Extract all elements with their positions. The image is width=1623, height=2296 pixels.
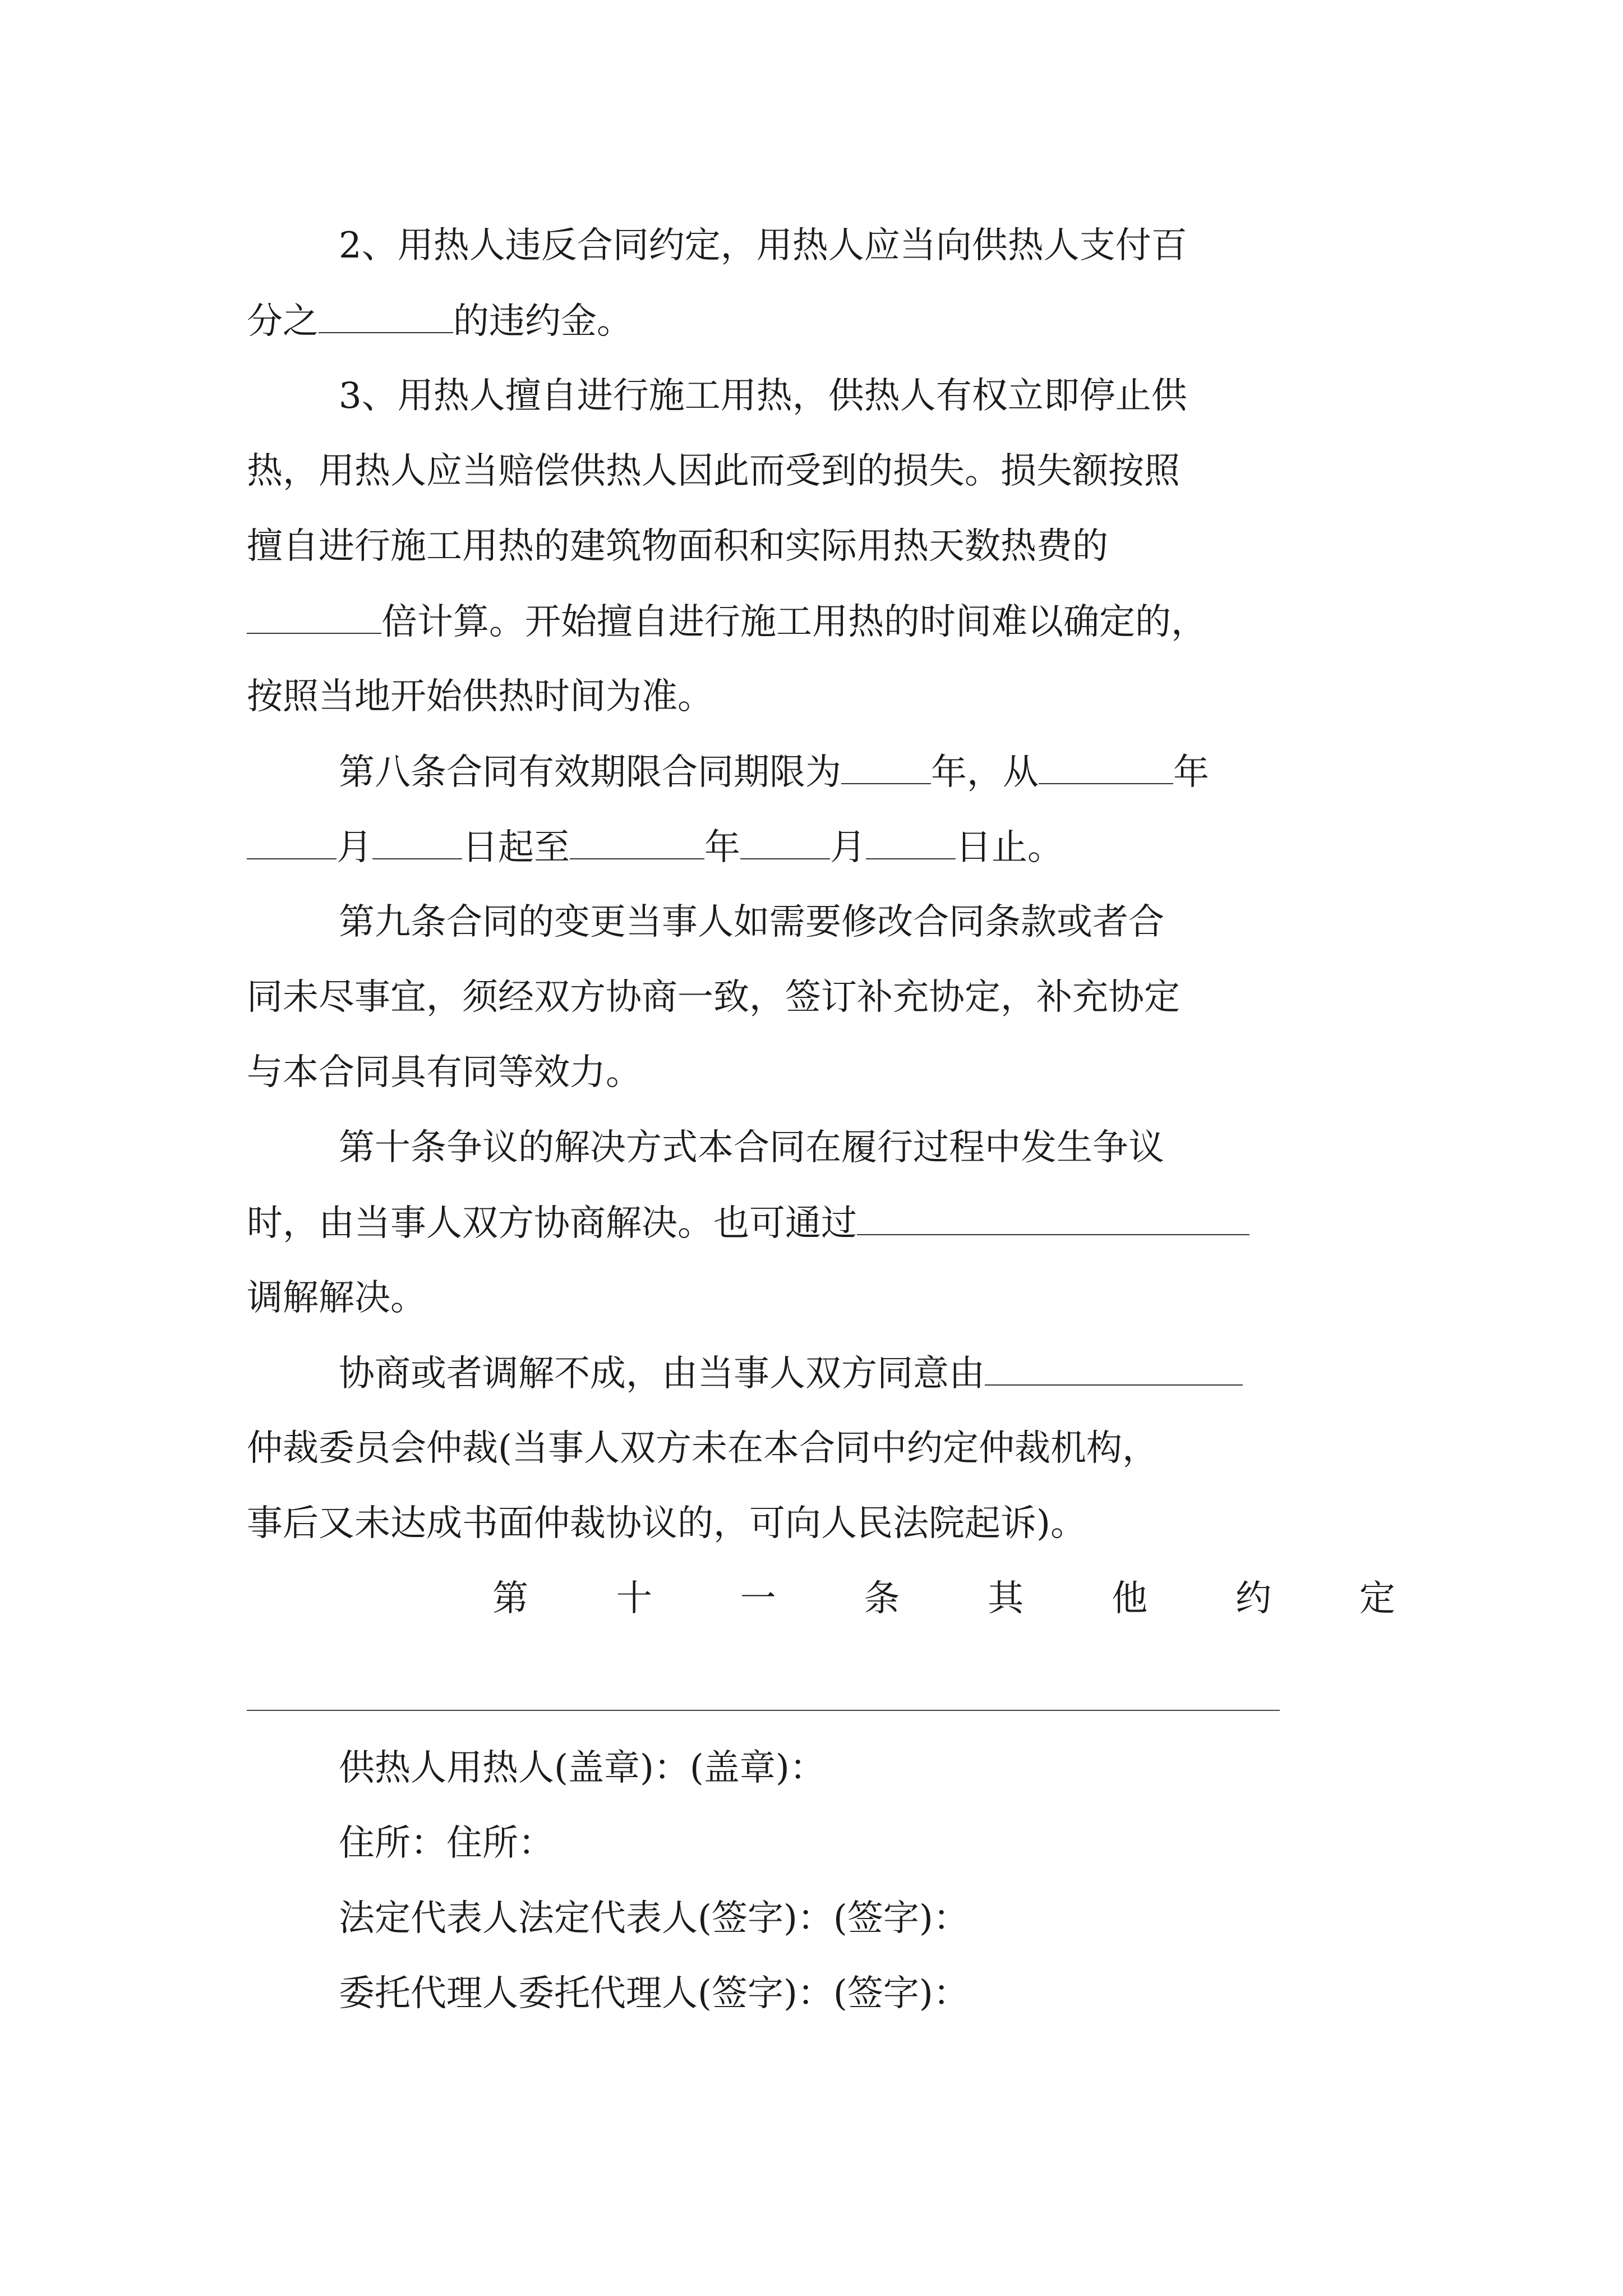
- clause7-item3-line3: [247, 524, 1108, 569]
- text: 住所：住所：: [339, 1823, 554, 1864]
- text: 供热人用热人(盖章)：(盖章)：: [339, 1747, 826, 1789]
- clause7-item3-line2: [247, 449, 1180, 494]
- fill-blank[interactable]: [1039, 749, 1173, 784]
- fill-blank[interactable]: [570, 825, 704, 859]
- text: 协商或者调解不成，由当事人双方同意由: [339, 1353, 985, 1395]
- signature-line-address: [339, 1821, 554, 1866]
- clause11-char: 他: [1112, 1578, 1148, 1619]
- clause11-char: 约: [1235, 1578, 1272, 1619]
- clause9-line2: [247, 975, 1180, 1020]
- text: 调解解决。: [247, 1277, 426, 1319]
- text: 倍计算。开始擅自进行施工用热的时间难以确定的，: [381, 601, 1207, 643]
- text: 的违约金。: [453, 301, 633, 342]
- clause11-char: 十: [616, 1578, 652, 1619]
- clause11-fill-line[interactable]: [247, 1710, 1280, 1711]
- text: 2、用热人违反合同约定，用热人应当向供热人支付百: [339, 225, 1187, 266]
- text: 法定代表人法定代表人(签字)：(签字)：: [339, 1898, 969, 1939]
- signature-line-seal: [339, 1746, 826, 1791]
- text: 同未尽事宜，须经双方协商一致，签订补充协定，补充协定: [247, 977, 1180, 1018]
- text: 第八条合同有效期限合同期限为: [339, 752, 841, 793]
- fill-blank[interactable]: [319, 298, 453, 333]
- fill-blank[interactable]: [985, 1351, 1243, 1386]
- text: 日起至: [462, 827, 570, 868]
- clause11-char: 第: [492, 1578, 528, 1619]
- clause11-char: 一: [740, 1578, 776, 1619]
- clause10-line4: [339, 1351, 1243, 1396]
- text: 3、用热人擅自进行施工用热，供热人有权立即停止供: [339, 375, 1187, 417]
- clause8-line2: [247, 825, 1063, 869]
- fill-blank[interactable]: [866, 825, 956, 859]
- text: 第十条争议的解决方式本合同在履行过程中发生争议: [339, 1127, 1164, 1168]
- fill-blank[interactable]: [740, 825, 830, 859]
- text: 第九条合同的变更当事人如需要修改合同条款或者合: [339, 901, 1164, 943]
- text: 年，从: [931, 752, 1039, 793]
- clause7-item3-line4: [247, 599, 1207, 644]
- text: 热，用热人应当赔偿供热人因此而受到的损失。损失额按照: [247, 450, 1180, 492]
- clause11-char: 定: [1359, 1578, 1395, 1619]
- text: 时，由当事人双方协商解决。也可通过: [247, 1203, 857, 1244]
- text: 分之: [247, 301, 319, 342]
- text: 年: [704, 827, 740, 868]
- clause9-line1: [339, 900, 1164, 945]
- clause7-item2-line1: [339, 223, 1187, 268]
- clause9-line3: [247, 1050, 642, 1095]
- signature-line-legal-rep: [339, 1896, 969, 1941]
- signature-line-agent: [339, 1971, 969, 2016]
- text: 擅自进行施工用热的建筑物面积和实际用热天数热费的: [247, 526, 1108, 567]
- clause10-line1: [339, 1125, 1164, 1170]
- clause8-line1: [339, 749, 1209, 794]
- clause10-line6: [247, 1501, 1086, 1546]
- text: 按照当地开始供热时间为准。: [247, 676, 713, 717]
- text: 月: [830, 827, 866, 868]
- clause11-heading: [492, 1576, 1395, 1621]
- text: 仲裁委员会仲裁(当事人双方未在本合同中约定仲裁机构，: [247, 1428, 1158, 1469]
- clause10-line5: [247, 1426, 1158, 1471]
- text: 事后又未达成书面仲裁协议的，可向人民法院起诉)。: [247, 1503, 1086, 1544]
- fill-blank[interactable]: [247, 599, 381, 634]
- clause7-item3-line1: [339, 374, 1187, 418]
- clause11-char: 其: [988, 1578, 1024, 1619]
- text: 委托代理人委托代理人(签字)：(签字)：: [339, 1973, 969, 2014]
- clause7-item2-line2: [247, 298, 633, 343]
- text: 日止。: [956, 827, 1063, 868]
- fill-blank[interactable]: [857, 1200, 1249, 1235]
- text: 与本合同具有同等效力。: [247, 1052, 642, 1093]
- clause10-line2: [247, 1200, 1249, 1245]
- text: 年: [1173, 752, 1209, 793]
- text: 月: [336, 827, 372, 868]
- clause10-line3: [247, 1276, 426, 1320]
- fill-blank[interactable]: [247, 825, 336, 859]
- clause7-item3-line5: [247, 674, 713, 719]
- fill-blank[interactable]: [372, 825, 462, 859]
- fill-blank[interactable]: [841, 749, 931, 784]
- clause11-char: 条: [864, 1578, 900, 1619]
